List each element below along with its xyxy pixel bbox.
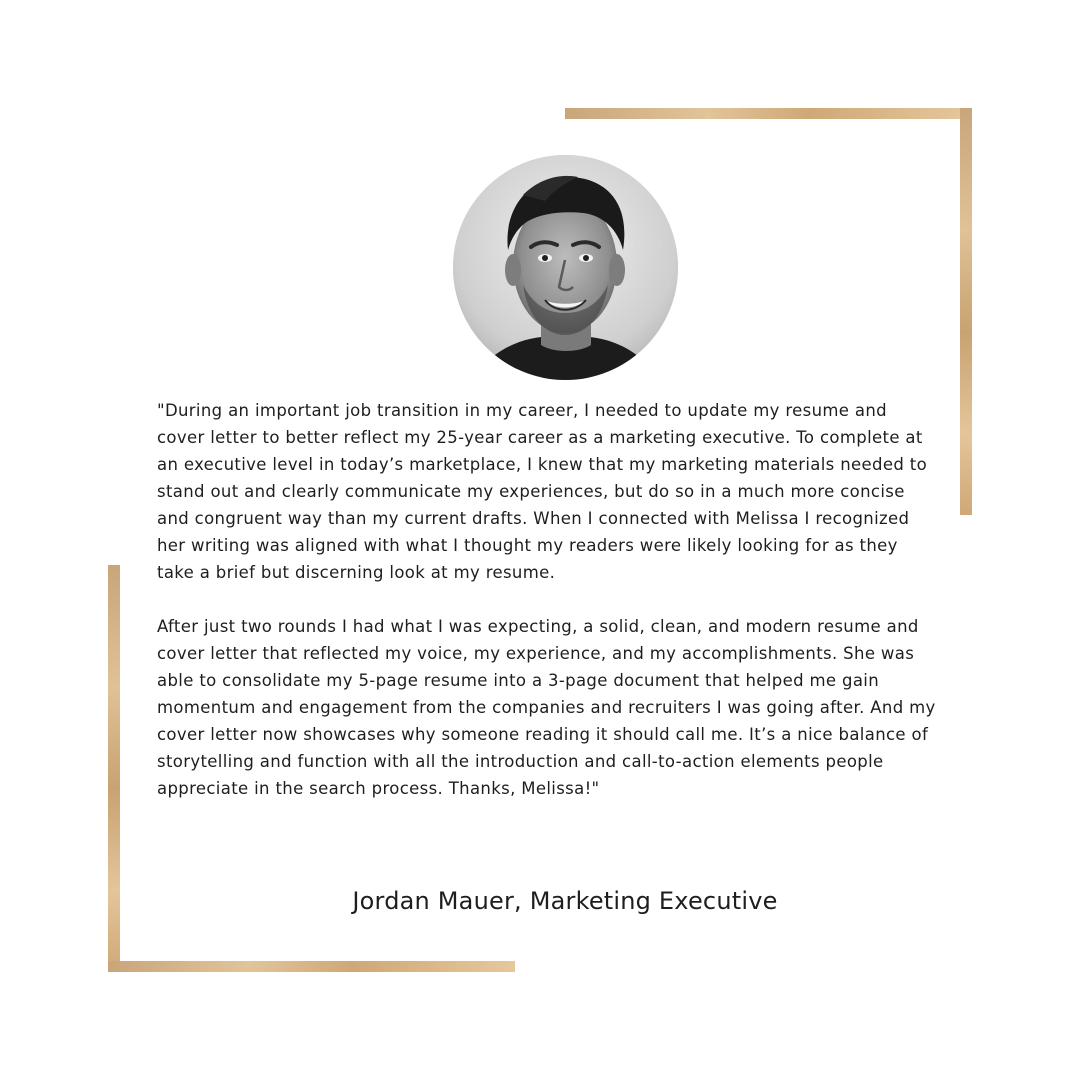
portrait-photo-icon — [453, 155, 678, 380]
frame-top-horizontal-bar — [565, 108, 972, 119]
testimonial-quote — [157, 397, 937, 802]
testimonial-attribution: Jordan Mauer, Marketing Executive — [352, 887, 778, 915]
frame-top-vertical-bar — [960, 108, 972, 515]
frame-bottom-horizontal-bar — [108, 961, 515, 972]
testimonial-paragraph-1: "During an important job transition in my career, I needed to update my resume and cover letter to better reflect my 25-year career as a marketing executive. To complete at an executive level in today’s marketplace, I knew that my marketing materials needed to stand out and clearly communicate my experiences, but do so in a much more concise and congruent way than my current drafts. When I connected with Melissa I recognized her writing was aligned with what I thought my readers were likely looking for as they take a brief but discerning look at my resume. — [157, 401, 928, 582]
testimonial-paragraph-2: After just two rounds I had what I was expecting, a solid, clean, and modern resume and cover letter that reflected my voice, my experience, and my accomplishments. She was able to consolidate my 5-page resume into a 3-page document that helped me gain momentum and engagement from the companies and recruiters I was going after. And my cover letter now showcases why someone reading it should call me. It’s a nice balance of storytelling and function with all the introduction and call-to-action elements people appreciate in the search process. Thanks, Melissa!" — [157, 617, 936, 798]
avatar — [453, 155, 678, 380]
